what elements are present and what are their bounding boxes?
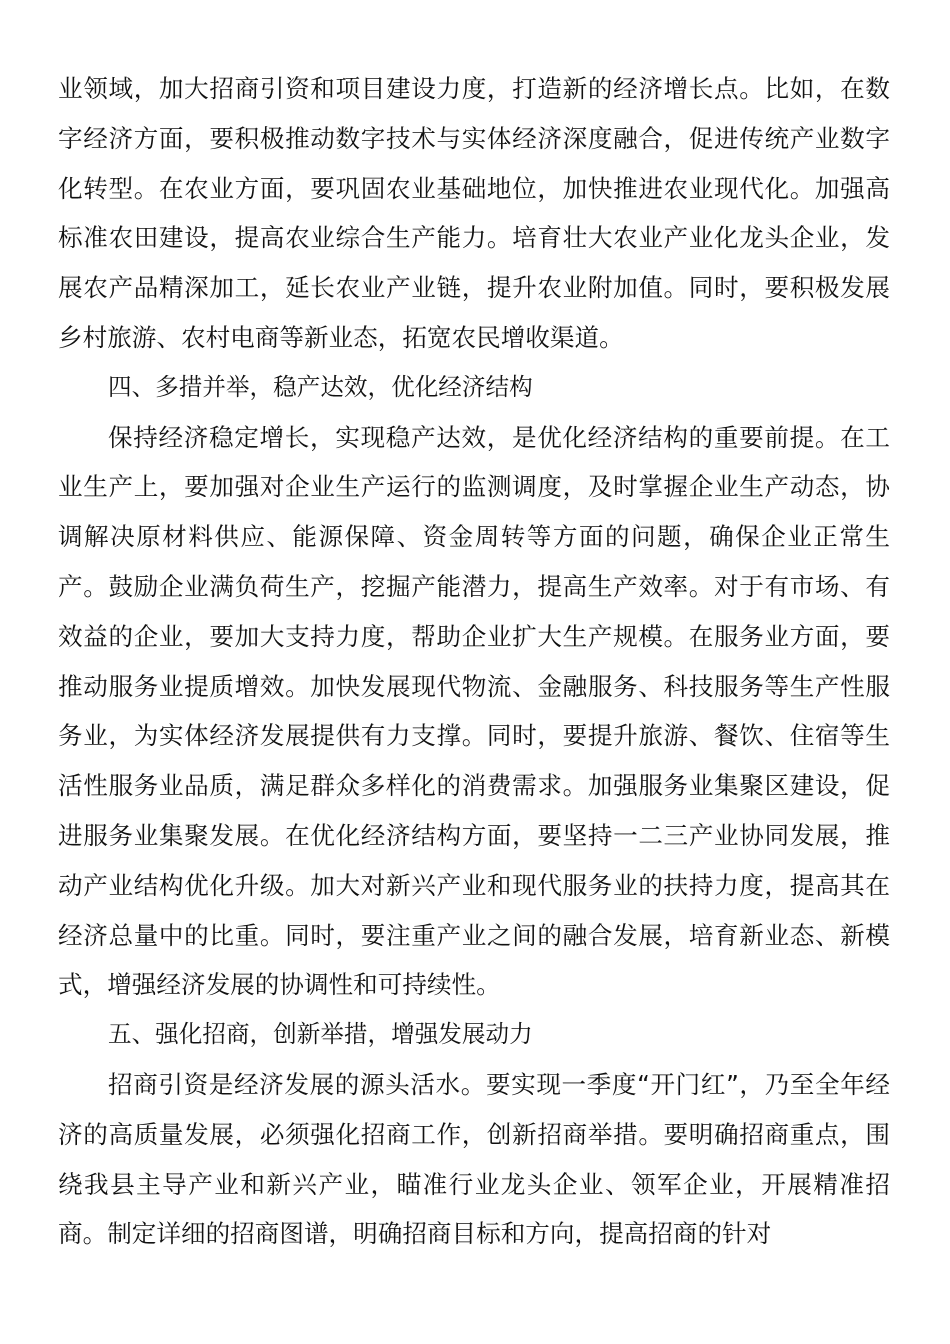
- paragraph-continuation: 业领域，加大招商引资和项目建设力度，打造新的经济增长点。比如，在数字经济方面，要积极推动数字技术与实体经济深度融合，促进传统产业数字化转型。在农业方面，要巩固农业基础地位，加快推进农业现代化。加强高标准农田建设，提高农业综合生产能力。培育壮大农业产业化龙头企业，发展农产品精深加工，延长农业产业链，提升农业附加值。同时，要积极发展乡村旅游、农村电商等新业态，拓宽农民增收渠道。: [58, 74, 890, 352]
- paragraph-investment-attraction: 招商引资是经济发展的源头活水。要实现一季度“开门红”，乃至全年经济的高质量发展，必须强化招商工作，创新招商举措。要明确招商重点，围绕我县主导产业和新兴产业，瞄准行业龙头企业、领军企业，开展精准招商。制定详细的招商图谱，明确招商目标和方向，提高招商的针对: [58, 1069, 890, 1249]
- document-body: [58, 64, 890, 1259]
- section-heading-five: 五、强化招商，创新举措，增强发展动力: [108, 1020, 533, 1049]
- section-heading-four: 四、多措并举，稳产达效，优化经济结构: [108, 372, 533, 401]
- paragraph-stable-growth: 保持经济稳定增长，实现稳产达效，是优化经济结构的重要前提。在工业生产上，要加强对企业生产运行的监测调度，及时掌握企业生产动态，协调解决原材料供应、能源保障、资金周转等方面的问题，确保企业正常生产。鼓励企业满负荷生产，挖掘产能潜力，提高生产效率。对于有市场、有效益的企业，要加大支持力度，帮助企业扩大生产规模。在服务业方面，要推动服务业提质增效。加快发展现代物流、金融服务、科技服务等生产性服务业，为实体经济发展提供有力支撑。同时，要提升旅游、餐饮、住宿等生活性服务业品质，满足群众多样化的消费需求。加强服务业集聚区建设，促进服务业集聚发展。在优化经济结构方面，要坚持一二三产业协同发展，推动产业结构优化升级。加大对新兴产业和现代服务业的扶持力度，提高其在经济总量中的比重。同时，要注重产业之间的融合发展，培育新业态、新模式，增强经济发展的协调性和可持续性。: [58, 422, 890, 1000]
